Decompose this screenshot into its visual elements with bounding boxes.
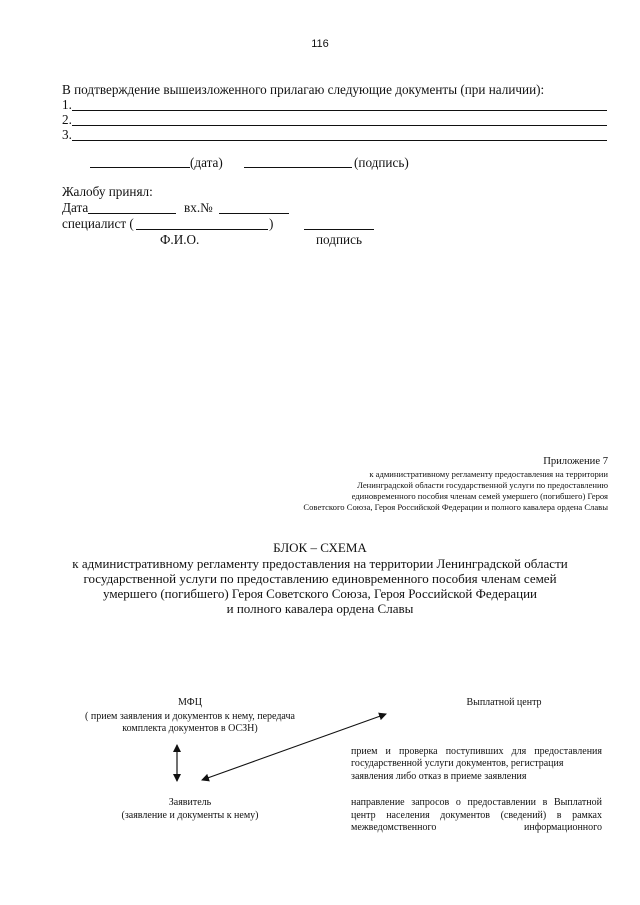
- attachment-item-3-number: 3.: [62, 127, 72, 142]
- attachment-item-1-number: 1.: [62, 97, 72, 112]
- payment-center-node: Выплатной центр: [466, 697, 542, 708]
- scheme-subtitle-line-1: к административному регламенту предоставления на территории Ленинградской области: [72, 556, 568, 571]
- scheme-subtitle-line-2: государственной услуги по предоставлению единовременного пособия членам семей: [83, 571, 557, 586]
- signature-label: (подпись): [354, 155, 409, 170]
- date-label: (дата): [190, 155, 223, 170]
- mfc-node-line-1: ( прием заявления и документов к нему, передача: [85, 711, 295, 722]
- mfc-node-title: МФЦ: [178, 697, 202, 708]
- received-heading: Жалобу принял:: [62, 184, 153, 199]
- appendix-line-1: к административному регламенту предоставления на территории: [369, 469, 608, 479]
- scheme-subtitle-line-3: умершего (погибшего) Героя Советского Союза, Героя Российской Федерации: [102, 586, 537, 601]
- specialist-label: специалист (: [62, 216, 134, 231]
- received-date-label: Дата: [62, 200, 89, 215]
- step-accept-line-1: прием и проверка поступивших для предоставления: [351, 746, 602, 757]
- applicant-node-title: Заявитель: [168, 797, 212, 808]
- appendix-line-3: единовременного пособия членам семей умершего (погибшего) Героя: [351, 491, 608, 501]
- scheme-heading: БЛОК – СХЕМА: [273, 540, 367, 555]
- appendix-line-4: Советского Союза, Героя Российской Федерации и полного кавалера ордена Славы: [303, 502, 608, 512]
- appendix-line-2: Ленинградской области государственной услуги по предоставлению: [357, 480, 608, 490]
- step-accept-line-3: заявления либо отказ в приеме заявления: [351, 771, 527, 782]
- page-number: 116: [311, 38, 329, 50]
- incoming-number-label: вх.№: [184, 200, 213, 215]
- attachments-intro: В подтверждение вышеизложенного прилагаю следующие документы (при наличии):: [62, 82, 545, 97]
- specialist-close-paren: ): [269, 216, 274, 231]
- attachment-item-2-number: 2.: [62, 112, 72, 127]
- scheme-subtitle-line-4: и полного кавалера ордена Славы: [226, 601, 414, 616]
- mfc-node-line-2: комплекта документов в ОСЗН): [122, 723, 258, 734]
- fio-label: Ф.И.О.: [160, 232, 200, 247]
- step-requests-line-1: направление запросов о предоставлении в Выплатной: [351, 797, 602, 808]
- step-requests-line-2: центр населения документов (сведений) в рамках: [351, 810, 602, 821]
- applicant-node-subtitle: (заявление и документы к нему): [121, 810, 259, 821]
- step-accept-line-2: государственной услуги документов, регистрация: [351, 758, 564, 769]
- specialist-signature-label: подпись: [316, 232, 362, 247]
- applicant-payment-center-arrow: [202, 714, 386, 780]
- appendix-title: Приложение 7: [543, 456, 608, 467]
- step-requests-line-3: межведомственного информационного: [351, 822, 602, 833]
